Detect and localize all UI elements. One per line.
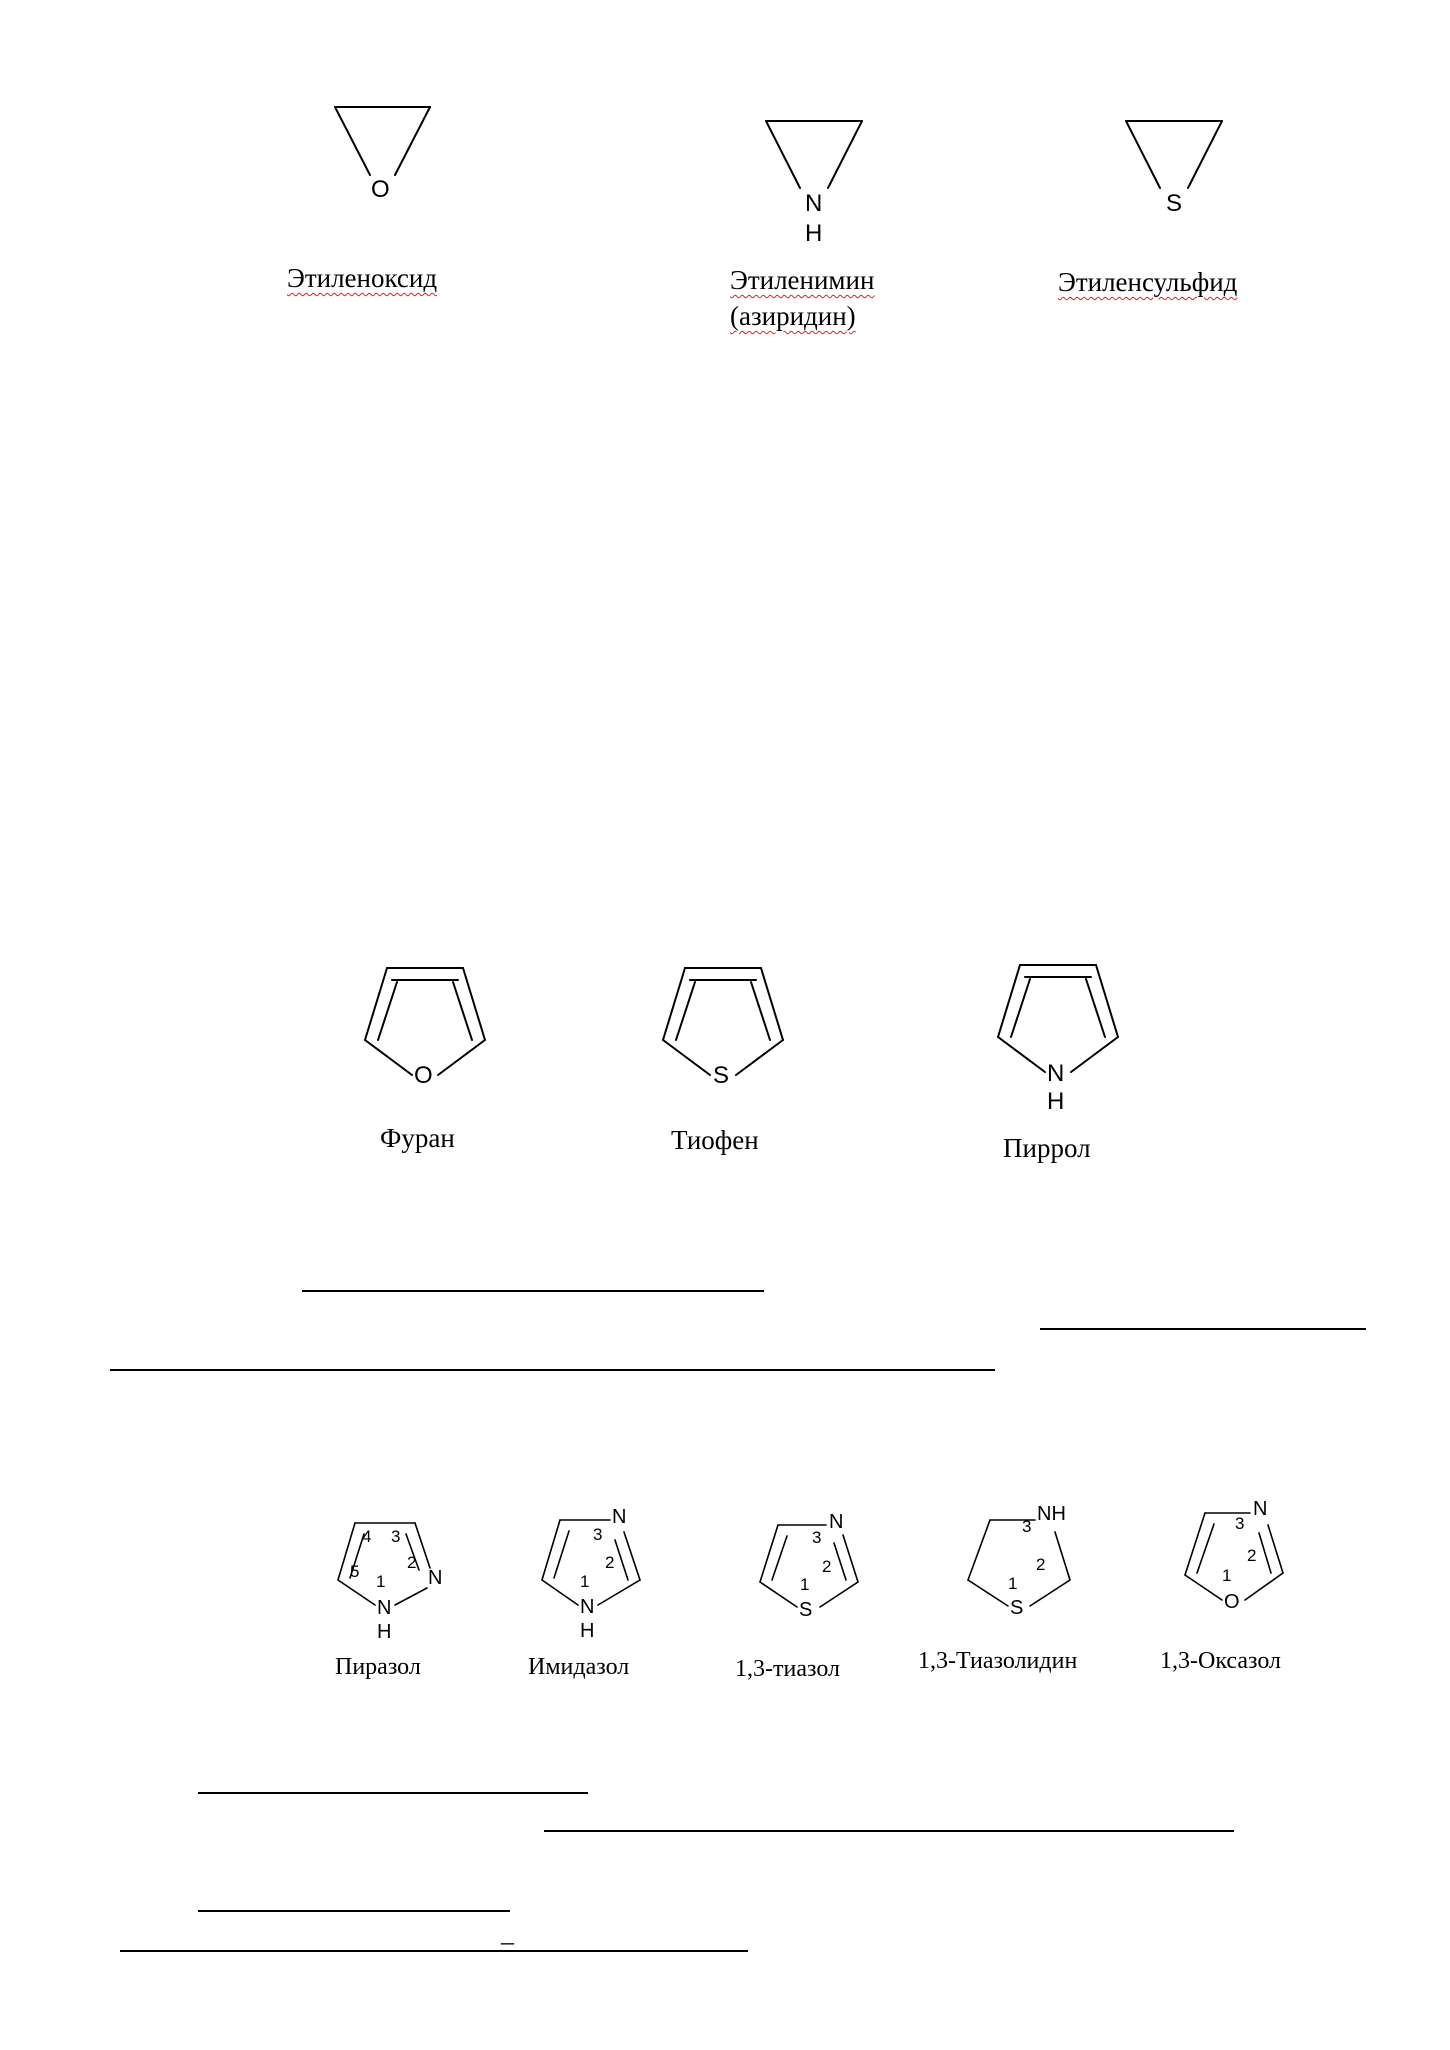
ethylenimine-atom-n: N	[805, 190, 823, 217]
oxazole-atom-o: O	[1224, 1591, 1240, 1613]
pyrrole-atom-n: N	[1047, 1060, 1065, 1087]
ethylene-oxide-ring	[335, 107, 430, 175]
ethylenimine-atom-h: H	[805, 220, 823, 247]
thiazolidine-number-3: 3	[1022, 1517, 1032, 1536]
blank-line-underscore: _	[501, 1918, 514, 1947]
ethylenimine-label: Этиленимин	[730, 265, 875, 295]
thiazole-number-2: 2	[822, 1557, 832, 1576]
ethylene-oxide-label: Этиленоксид	[287, 263, 438, 293]
oxazole-atom-n: N	[1253, 1498, 1268, 1520]
thiophene-label: Тиофен	[671, 1125, 759, 1155]
imidazole-atom-n1: N	[580, 1596, 595, 1618]
blank-line	[110, 1369, 995, 1371]
blank-line	[302, 1290, 764, 1292]
thiazolidine-label: 1,3-Тиазолидин	[918, 1648, 1078, 1674]
pyrrole-label: Пиррол	[1003, 1133, 1091, 1163]
thiophene-atom-s: S	[713, 1062, 730, 1089]
thiazolidine-number-2: 2	[1036, 1555, 1046, 1574]
thiazolidine-atom-nh: NH	[1037, 1503, 1066, 1525]
blank-line	[198, 1910, 510, 1912]
ethylenimine-ring	[766, 121, 862, 188]
pyrrole-atom-h: H	[1047, 1088, 1065, 1115]
pyrazole-number-4: 4	[362, 1527, 372, 1546]
oxazole-number-2: 2	[1247, 1546, 1257, 1565]
pyrazole-label: Пиразол	[335, 1654, 421, 1680]
aziridine-label: (азиридин)	[730, 301, 856, 331]
ethylene-sulfide-atom-s: S	[1166, 190, 1183, 217]
blank-line	[1040, 1328, 1366, 1330]
thiazole-atom-s: S	[799, 1599, 813, 1621]
imidazole-number-3: 3	[593, 1525, 603, 1544]
furan-atom-o: O	[414, 1062, 433, 1089]
ethylene-oxide-atom-o: O	[371, 176, 390, 203]
oxazole-number-1: 1	[1222, 1566, 1232, 1585]
thiazole-number-3: 3	[812, 1528, 822, 1547]
thiazole-label: 1,3-тиазол	[735, 1656, 840, 1682]
thiazole-atom-n: N	[829, 1511, 844, 1533]
blank-line	[198, 1792, 588, 1794]
furan-label: Фуран	[380, 1123, 455, 1153]
pyrazole-number-1: 1	[376, 1572, 386, 1591]
ethylene-sulfide-ring	[1126, 121, 1222, 188]
oxazole-label: 1,3-Оксазол	[1160, 1648, 1281, 1674]
thiazolidine-number-1: 1	[1008, 1574, 1018, 1593]
imidazole-atom-n3: N	[612, 1506, 627, 1528]
imidazole-ring	[542, 1520, 640, 1605]
blank-line	[544, 1830, 1234, 1832]
pyrazole-number-3: 3	[391, 1527, 401, 1546]
blank-line	[120, 1950, 748, 1952]
imidazole-number-2: 2	[605, 1553, 615, 1572]
imidazole-label: Имидазол	[528, 1654, 630, 1680]
pyrazole-atom-h: H	[377, 1621, 392, 1643]
pyrazole-number-2: 2	[407, 1553, 417, 1572]
pyrazole-number-5: 5	[350, 1562, 360, 1581]
imidazole-atom-h: H	[580, 1620, 595, 1642]
thiazolidine-ring	[968, 1520, 1070, 1606]
ethylene-sulfide-label: Этиленсульфид	[1058, 267, 1238, 297]
thiophene-ring	[663, 968, 783, 1075]
oxazole-ring	[1185, 1513, 1283, 1600]
thiazolidine-atom-s: S	[1010, 1597, 1024, 1619]
pyrazole-atom-n1: N	[377, 1597, 392, 1619]
pyrrole-ring	[998, 965, 1118, 1072]
furan-ring	[365, 968, 485, 1075]
oxazole-number-3: 3	[1235, 1514, 1245, 1533]
imidazole-number-1: 1	[580, 1572, 590, 1591]
thiazole-number-1: 1	[800, 1575, 810, 1594]
pyrazole-atom-n2: N	[428, 1567, 443, 1589]
